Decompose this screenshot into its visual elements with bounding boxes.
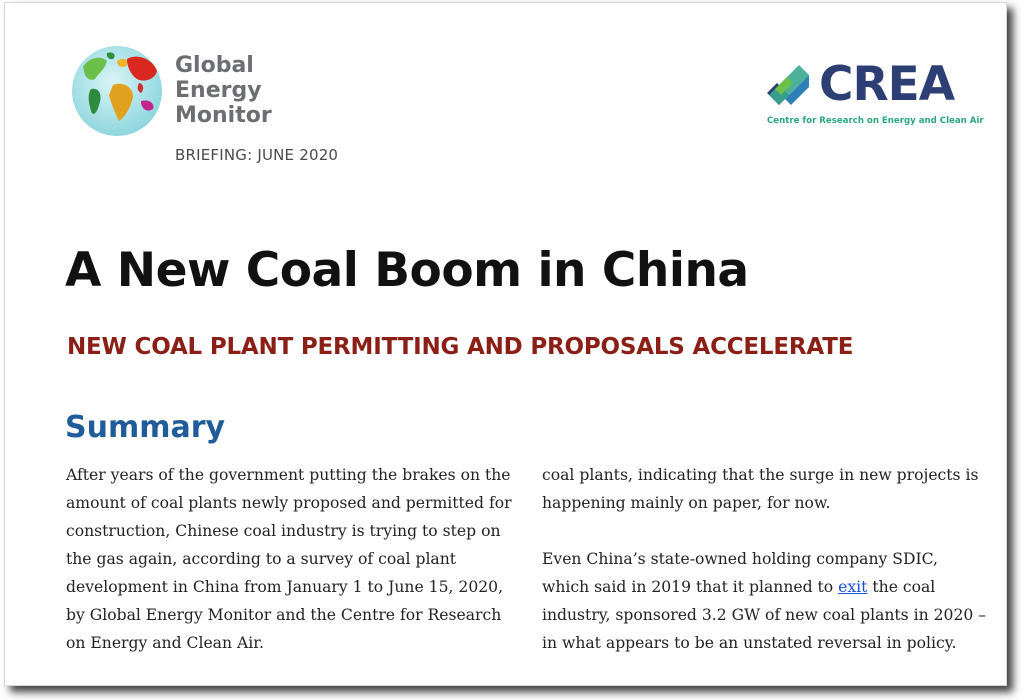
exit-link[interactable]: exit bbox=[838, 578, 868, 596]
briefing-date: BRIEFING: JUNE 2020 bbox=[175, 146, 339, 164]
globe-icon bbox=[71, 45, 163, 137]
paragraph-text-before-link: Even China’s state-owned holding company SDIC, which said in 2019 that it planned to bbox=[542, 550, 938, 596]
crea-check-icon bbox=[765, 63, 813, 111]
summary-paragraph-2: coal plants, indicating that the surge in new projects is happening mainly on paper, for now. bbox=[542, 466, 979, 512]
summary-paragraph-3 bbox=[542, 545, 987, 657]
document-subtitle: NEW COAL PLANT PERMITTING AND PROPOSALS ACCELERATE bbox=[67, 334, 854, 360]
gem-wordmark-line3: Monitor bbox=[175, 103, 272, 128]
gem-wordmark-line2: Energy bbox=[175, 78, 262, 103]
summary-paragraph-1: After years of the government putting the brakes on the amount of coal plants newly proposed and permitted for construction, Chinese coal industry is trying to step on the gas again, according to a survey of coal plant development in China from January 1 to June 15, 2020, by Global Energy Monitor and the Centre for Research on Energy and Clean Air. bbox=[66, 466, 512, 652]
crea-tagline: Centre for Research on Energy and Clean Air bbox=[767, 116, 984, 126]
summary-heading: Summary bbox=[65, 410, 226, 445]
document-page bbox=[4, 2, 1007, 686]
gem-wordmark-line1: Global bbox=[175, 53, 254, 78]
gem-logo bbox=[71, 45, 311, 141]
summary-column-right bbox=[542, 461, 987, 657]
document-title: A New Coal Boom in China bbox=[65, 243, 749, 298]
crea-wordmark: CREA bbox=[819, 57, 955, 112]
crea-logo bbox=[765, 57, 995, 133]
paragraph-text-after-link: the coal industry, sponsored 3.2 GW of new coal plants in 2020 – in what appears to be an unstated reversal in policy. bbox=[542, 578, 987, 652]
summary-column-left bbox=[66, 461, 514, 657]
gem-wordmark bbox=[175, 53, 272, 128]
